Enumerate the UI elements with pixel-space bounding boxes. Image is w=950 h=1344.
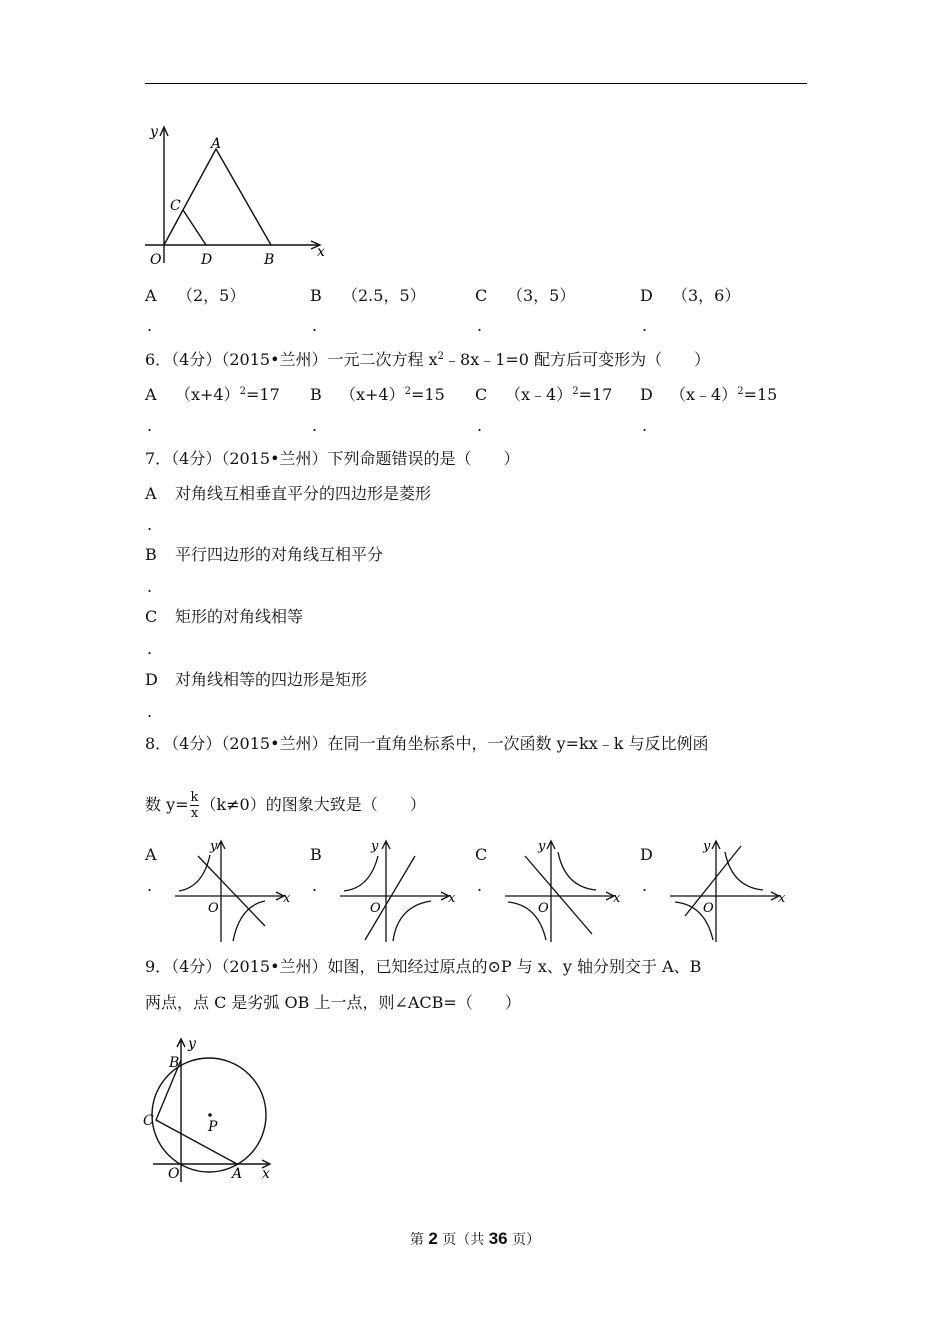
q6-option-d-text: （x﹣4）$^2$=15 — [670, 385, 778, 404]
q8-option-b-letter: B — [310, 845, 322, 864]
q5-option-c-text: （3，5） — [507, 286, 576, 305]
q8-graph-c — [500, 838, 628, 946]
q8-b-label-o: O — [370, 901, 381, 916]
q8-b-label-x: x — [448, 891, 456, 906]
page-footer — [0, 1229, 950, 1250]
q5-dot-d: . — [642, 316, 648, 335]
q8-dot-c: . — [477, 876, 483, 895]
q9-label-c: C — [143, 1113, 154, 1129]
q6-stem-post: ﹣8x﹣1=0 配方后可变形为（ ） — [444, 350, 711, 369]
q6-stem-sup: 2 — [437, 351, 445, 362]
q8-graph-a — [170, 838, 298, 946]
q7-option-b-text: 平行四边形的对角线互相平分 — [175, 545, 384, 564]
q9-label-a: A — [232, 1166, 243, 1182]
q5-option-a-letter: A — [145, 286, 157, 305]
q8-a-label-x: x — [283, 891, 291, 906]
q8-graph-b — [335, 838, 463, 946]
q8-a-label-y: y — [210, 839, 218, 854]
q8-b-label-y: y — [371, 839, 379, 854]
q6-option-a-text: $(x+4)^2=17$ — [175, 385, 280, 404]
q8-option-d-letter: D — [640, 845, 653, 864]
q9-label-p: P — [208, 1119, 218, 1135]
q5-option-c-letter: C — [475, 286, 488, 305]
q6-option-b-letter: B — [310, 385, 322, 404]
q6-dot-c: . — [477, 416, 483, 435]
q9-label-y: y — [188, 1036, 196, 1052]
q9-figure — [138, 1034, 288, 1184]
q8-a-label-o: O — [208, 901, 219, 916]
q7-option-d-letter: D — [145, 670, 158, 689]
q8-dot-d: . — [642, 876, 648, 895]
q6-option-c-letter: C — [475, 385, 488, 404]
q5-label-x: x — [317, 244, 325, 260]
q6-stem — [145, 350, 710, 370]
q8-stem-line2-post: （k≠0）的图象大致是（ ） — [200, 795, 426, 814]
footer-pre: 第 — [409, 1232, 429, 1248]
q7-option-d-text: 对角线相等的四边形是矩形 — [175, 670, 368, 689]
q9-label-x: x — [262, 1166, 270, 1182]
q8-d-label-y: y — [703, 839, 711, 854]
q5-option-b-text: （2.5，5） — [342, 286, 426, 305]
q8-stem-line1: 8．（4分）（2015•兰州）在同一直角坐标系中，一次函数 y=kx﹣k 与反比例函 — [145, 734, 709, 753]
q7-option-c-letter: C — [145, 607, 158, 626]
q7-option-a-letter: A — [145, 484, 157, 503]
q8-stem-line2-pre: 数 y= — [145, 795, 189, 814]
q8-graph-d — [665, 838, 793, 946]
footer-total-pages: 36 — [488, 1229, 508, 1248]
q5-label-b: B — [264, 252, 275, 268]
header-rule — [145, 83, 807, 84]
q8-frac-numerator: k — [190, 790, 199, 805]
q8-frac-denominator: x — [190, 806, 199, 821]
q6-dot-a: . — [147, 416, 153, 435]
q8-d-label-o: O — [703, 901, 714, 916]
q5-label-y: y — [150, 124, 158, 140]
q9-label-o: O — [168, 1166, 180, 1182]
q9-label-b: B — [169, 1055, 180, 1071]
q7-dot-c: . — [147, 639, 153, 658]
q8-c-label-x: x — [613, 891, 621, 906]
q5-option-d-text: （3，6） — [672, 286, 741, 305]
q8-option-c-letter: C — [475, 845, 488, 864]
q7-option-c-text: 矩形的对角线相等 — [175, 607, 304, 626]
q7-option-b-letter: B — [145, 545, 157, 564]
q5-figure — [140, 118, 340, 268]
q7-dot-b: . — [147, 577, 153, 596]
q7-dot-a: . — [147, 515, 153, 534]
q6-option-d-letter: D — [640, 385, 653, 404]
q5-label-d: D — [201, 252, 213, 268]
q8-d-label-x: x — [778, 891, 786, 906]
footer-page-number: 2 — [428, 1229, 438, 1248]
q7-option-a-text: 对角线互相垂直平分的四边形是菱形 — [175, 484, 432, 503]
q5-dot-a: . — [147, 316, 153, 335]
q7-dot-d: . — [147, 702, 153, 721]
q5-option-b-letter: B — [310, 286, 322, 305]
q5-label-o: O — [150, 252, 162, 268]
q8-dot-a: . — [147, 876, 153, 895]
q6-option-c-text: （x﹣4）$^2$=17 — [505, 385, 613, 404]
q6-option-a-letter: A — [145, 385, 157, 404]
q5-label-a: A — [211, 136, 222, 152]
q8-stem-line2 — [145, 790, 426, 821]
q8-fraction — [190, 790, 200, 821]
q6-stem-pre: 6．（4分）（2015•兰州）一元二次方程 x — [145, 350, 438, 369]
q8-c-label-o: O — [538, 901, 549, 916]
q6-dot-b: . — [312, 416, 318, 435]
footer-mid: 页（共 — [437, 1232, 489, 1248]
footer-post: 页） — [507, 1232, 541, 1248]
q8-dot-b: . — [312, 876, 318, 895]
q5-option-d-letter: D — [640, 286, 653, 305]
q6-dot-d: . — [642, 416, 648, 435]
q9-stem-line2: 两点，点 C 是劣弧 OB 上一点，则∠ACB=（ ） — [145, 993, 521, 1012]
q7-stem: 7．（4分）（2015•兰州）下列命题错误的是（ ） — [145, 449, 520, 468]
q5-option-a-text: （2，5） — [177, 286, 246, 305]
q5-label-c: C — [170, 198, 181, 214]
q8-option-a-letter: A — [145, 845, 157, 864]
q5-dot-b: . — [312, 316, 318, 335]
q5-dot-c: . — [477, 316, 483, 335]
q8-c-label-y: y — [538, 839, 546, 854]
q6-option-b-text: $(x+4)^2=15$ — [340, 385, 445, 404]
q9-stem-line1: 9．（4分）（2015•兰州）如图，已知经过原点的⊙P 与 x、y 轴分别交于 A、B — [145, 957, 702, 976]
